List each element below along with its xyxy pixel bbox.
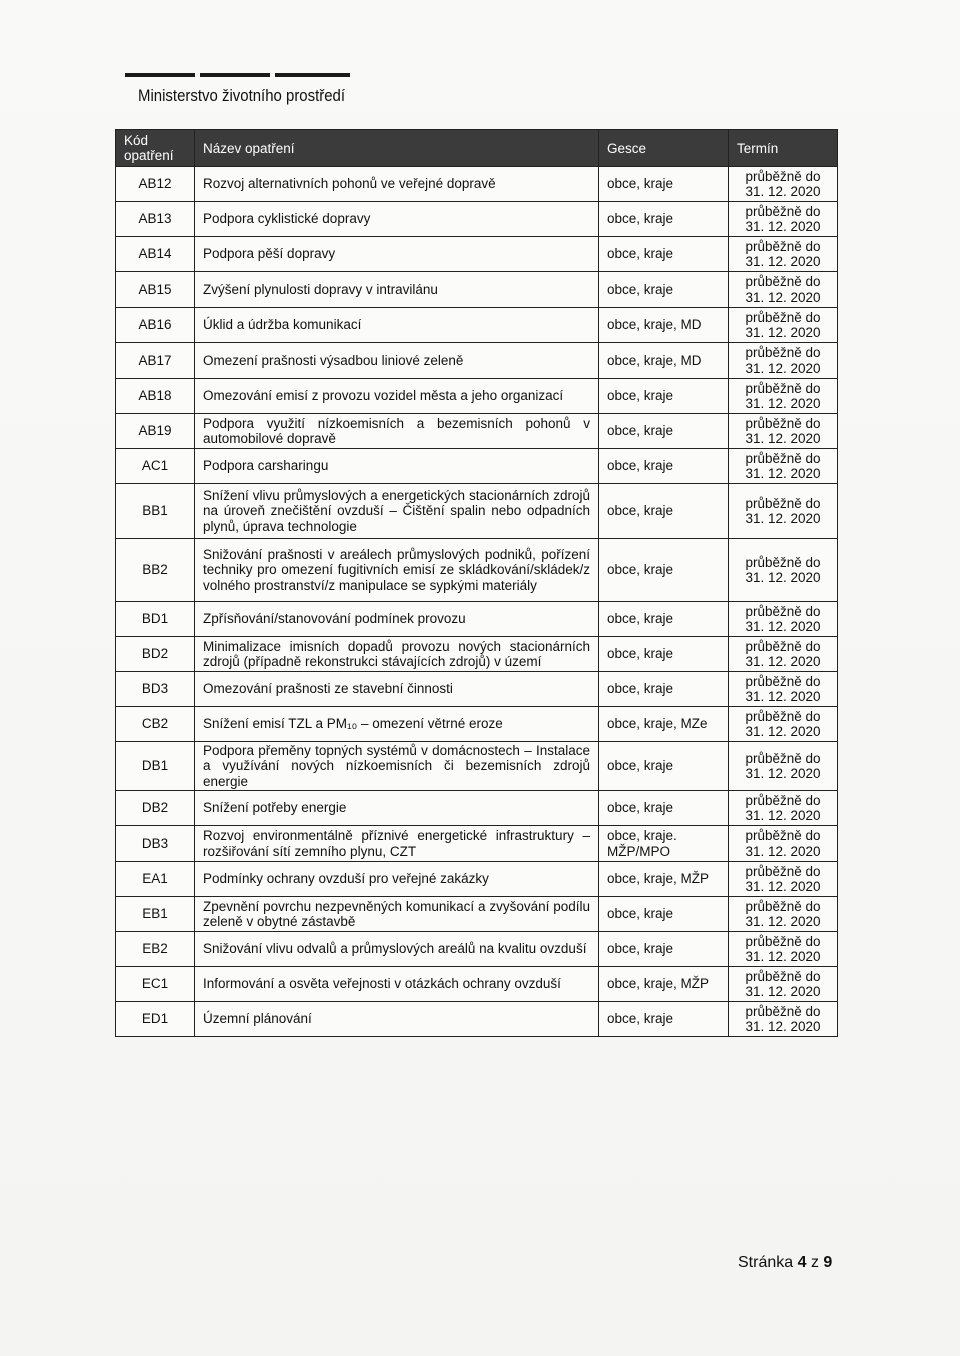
header-rule xyxy=(275,73,350,77)
measure-responsibility: obce, kraje xyxy=(599,449,729,484)
measure-responsibility: obce, kraje xyxy=(599,272,729,308)
deadline-type: průběžně do xyxy=(745,603,821,619)
measure-responsibility: obce, kraje xyxy=(599,414,729,449)
measure-code: DB3 xyxy=(116,826,195,862)
measure-code: BD1 xyxy=(116,602,195,637)
measure-responsibility: obce, kraje xyxy=(599,202,729,237)
measure-code: AB18 xyxy=(116,379,195,414)
deadline-date: 31. 12. 2020 xyxy=(745,879,821,894)
measure-name: Úklid a údržba komunikací xyxy=(195,308,599,343)
table-row xyxy=(116,707,838,742)
measure-name: Územní plánování xyxy=(195,1002,599,1037)
measure-code: BB2 xyxy=(116,539,195,602)
measure-responsibility: obce, kraje, MZe xyxy=(599,707,729,742)
measure-responsibility: obce, kraje xyxy=(599,602,729,637)
deadline-type: průběžně do xyxy=(745,274,821,290)
measure-deadline xyxy=(729,932,838,967)
measure-responsibility: obce, kraje xyxy=(599,1002,729,1037)
measure-deadline xyxy=(729,672,838,707)
measure-code: EB2 xyxy=(116,932,195,967)
measure-name: Rozvoj alternativních pohonů ve veřejné dopravě xyxy=(195,167,599,202)
table-row xyxy=(116,602,838,637)
measure-name: Zpřísňování/stanovování podmínek provozu xyxy=(195,602,599,637)
measure-responsibility: obce, kraje xyxy=(599,539,729,602)
deadline-type: průběžně do xyxy=(745,968,821,984)
table-row xyxy=(116,343,838,379)
measure-deadline xyxy=(729,449,838,484)
measure-name: Zvýšení plynulosti dopravy v intravilánu xyxy=(195,272,599,308)
measure-name: Snižování prašnosti v areálech průmyslových podniků, pořízení techniky pro omezení fugitivních emisí ze skládkování/skládek/z volného prostranství/z manipulace se sypkými materiály xyxy=(195,539,599,602)
measure-responsibility: obce, kraje, MD xyxy=(599,308,729,343)
deadline-date: 31. 12. 2020 xyxy=(745,511,821,526)
measure-deadline xyxy=(729,791,838,826)
measure-deadline xyxy=(729,707,838,742)
measures-table xyxy=(115,129,838,1037)
measure-responsibility: obce, kraje xyxy=(599,791,729,826)
measure-deadline xyxy=(729,742,838,791)
measure-deadline xyxy=(729,967,838,1002)
deadline-date: 31. 12. 2020 xyxy=(745,689,821,704)
page-number xyxy=(738,1254,832,1272)
column-header-code: Kód opatření xyxy=(116,130,195,167)
deadline-date: 31. 12. 2020 xyxy=(745,289,821,305)
page-total: 9 xyxy=(823,1254,833,1271)
deadline-type: průběžně do xyxy=(745,203,821,219)
measure-code: CB2 xyxy=(116,707,195,742)
measure-code: ED1 xyxy=(116,1002,195,1037)
measure-deadline xyxy=(729,539,838,602)
measure-responsibility: obce, kraje xyxy=(599,484,729,539)
table-row xyxy=(116,932,838,967)
deadline-date: 31. 12. 2020 xyxy=(745,1019,821,1034)
deadline-date: 31. 12. 2020 xyxy=(745,466,821,481)
measure-responsibility: obce, kraje xyxy=(599,379,729,414)
page-current: 4 xyxy=(797,1254,807,1271)
measure-code: EC1 xyxy=(116,967,195,1002)
deadline-type: průběžně do xyxy=(745,792,821,808)
measure-deadline xyxy=(729,602,838,637)
deadline-type: průběžně do xyxy=(745,495,821,511)
measure-name: Omezení prašnosti výsadbou liniové zeleně xyxy=(195,343,599,379)
table-row xyxy=(116,202,838,237)
deadline-type: průběžně do xyxy=(745,238,821,254)
deadline-type: průběžně do xyxy=(745,638,821,654)
table-row xyxy=(116,167,838,202)
measure-code: AB12 xyxy=(116,167,195,202)
table-row xyxy=(116,379,838,414)
measure-deadline xyxy=(729,862,838,897)
table-row xyxy=(116,637,838,672)
deadline-date: 31. 12. 2020 xyxy=(745,619,821,634)
header-rule xyxy=(200,73,270,77)
measure-code: AB13 xyxy=(116,202,195,237)
measure-responsibility: obce, kraje xyxy=(599,897,729,932)
table-row xyxy=(116,826,838,862)
deadline-date: 31. 12. 2020 xyxy=(745,570,821,585)
table-row xyxy=(116,897,838,932)
deadline-date: 31. 12. 2020 xyxy=(745,766,821,781)
table-row xyxy=(116,1002,838,1037)
table-row xyxy=(116,967,838,1002)
measure-name: Podpora pěší dopravy xyxy=(195,237,599,272)
measure-name: Informování a osvěta veřejnosti v otázkách ochrany ovzduší xyxy=(195,967,599,1002)
measure-code: AB19 xyxy=(116,414,195,449)
header-rule xyxy=(125,73,195,77)
measure-name: Podpora cyklistické dopravy xyxy=(195,202,599,237)
deadline-type: průběžně do xyxy=(745,554,821,570)
measure-name: Snížení potřeby energie xyxy=(195,791,599,826)
measure-name: Snižování vlivu odvalů a průmyslových areálů na kvalitu ovzduší xyxy=(195,932,599,967)
measure-responsibility: obce, kraje xyxy=(599,672,729,707)
table-row xyxy=(116,272,838,308)
deadline-date: 31. 12. 2020 xyxy=(745,431,821,446)
column-header-name: Název opatření xyxy=(195,130,599,167)
measure-code: AB14 xyxy=(116,237,195,272)
deadline-date: 31. 12. 2020 xyxy=(745,843,821,859)
deadline-date: 31. 12. 2020 xyxy=(745,219,821,234)
measure-deadline xyxy=(729,637,838,672)
page-label: Stránka xyxy=(738,1254,794,1271)
table-row xyxy=(116,862,838,897)
deadline-date: 31. 12. 2020 xyxy=(745,654,821,669)
measure-responsibility: obce, kraje xyxy=(599,167,729,202)
deadline-date: 31. 12. 2020 xyxy=(745,808,821,823)
measure-deadline xyxy=(729,343,838,379)
measure-code: AB17 xyxy=(116,343,195,379)
measure-code: AC1 xyxy=(116,449,195,484)
organization-name: Ministerstvo životního prostředí xyxy=(138,86,346,105)
measure-name: Zpevnění povrchu nezpevněných komunikací a zvyšování podílu zeleně v obytné zástavbě xyxy=(195,897,599,932)
measure-code: BB1 xyxy=(116,484,195,539)
deadline-type: průběžně do xyxy=(745,168,821,184)
page-separator: z xyxy=(810,1254,819,1271)
deadline-type: průběžně do xyxy=(745,1003,821,1019)
measure-responsibility: obce, kraje xyxy=(599,637,729,672)
deadline-type: průběžně do xyxy=(745,345,821,361)
measure-name: Podpora využití nízkoemisních a bezemisních pohonů v automobilové dopravě xyxy=(195,414,599,449)
measure-deadline xyxy=(729,237,838,272)
measure-deadline xyxy=(729,897,838,932)
measure-name: Omezování prašnosti ze stavební činnosti xyxy=(195,672,599,707)
deadline-date: 31. 12. 2020 xyxy=(745,914,821,929)
measure-responsibility: obce, kraje, MŽP xyxy=(599,967,729,1002)
measure-deadline xyxy=(729,202,838,237)
deadline-date: 31. 12. 2020 xyxy=(745,325,821,340)
deadline-type: průběžně do xyxy=(745,450,821,466)
measure-code: EB1 xyxy=(116,897,195,932)
table-row xyxy=(116,449,838,484)
measure-name: Podpora přeměny topných systémů v domácnostech – Instalace a využívání nových nízkoemisních či bezemisních zdrojů energie xyxy=(195,742,599,791)
measure-deadline xyxy=(729,308,838,343)
measure-name: Snížení emisí TZL a PM₁₀ – omezení větrné eroze xyxy=(195,707,599,742)
measure-deadline xyxy=(729,167,838,202)
measure-code: AB16 xyxy=(116,308,195,343)
measure-code: DB1 xyxy=(116,742,195,791)
table-row xyxy=(116,237,838,272)
measure-name: Omezování emisí z provozu vozidel města a jeho organizací xyxy=(195,379,599,414)
measure-responsibility: obce, kraje. MŽP/MPO xyxy=(599,826,729,862)
measure-code: BD2 xyxy=(116,637,195,672)
measure-name: Podmínky ochrany ovzduší pro veřejné zakázky xyxy=(195,862,599,897)
deadline-type: průběžně do xyxy=(745,708,821,724)
deadline-date: 31. 12. 2020 xyxy=(745,724,821,739)
measure-name: Snížení vlivu průmyslových a energetických stacionárních zdrojů na úroveň znečištění ovzduší – Čištění spalin nebo odpadních plynů, úprava technologie xyxy=(195,484,599,539)
deadline-type: průběžně do xyxy=(745,750,821,766)
measure-responsibility: obce, kraje xyxy=(599,932,729,967)
measure-deadline xyxy=(729,414,838,449)
measure-code: EA1 xyxy=(116,862,195,897)
column-header-term: Termín xyxy=(729,130,838,167)
deadline-type: průběžně do xyxy=(745,380,821,396)
table-row xyxy=(116,791,838,826)
deadline-type: průběžně do xyxy=(745,309,821,325)
measure-responsibility: obce, kraje, MŽP xyxy=(599,862,729,897)
table-row xyxy=(116,484,838,539)
measure-code: AB15 xyxy=(116,272,195,308)
measure-responsibility: obce, kraje, MD xyxy=(599,343,729,379)
table-header-row xyxy=(116,130,838,167)
column-header-gesce: Gesce xyxy=(599,130,729,167)
table-row xyxy=(116,742,838,791)
table-row xyxy=(116,308,838,343)
measure-name: Rozvoj environmentálně příznivé energetické infrastruktury – rozšiřování sítí zemního plynu, CZT xyxy=(195,826,599,862)
measure-deadline xyxy=(729,484,838,539)
measure-deadline xyxy=(729,272,838,308)
deadline-type: průběžně do xyxy=(745,415,821,431)
deadline-date: 31. 12. 2020 xyxy=(745,184,821,199)
table-row xyxy=(116,539,838,602)
measure-code: BD3 xyxy=(116,672,195,707)
deadline-type: průběžně do xyxy=(745,898,821,914)
deadline-type: průběžně do xyxy=(745,828,821,844)
table-row xyxy=(116,414,838,449)
measure-code: DB2 xyxy=(116,791,195,826)
measure-deadline xyxy=(729,379,838,414)
deadline-type: průběžně do xyxy=(745,933,821,949)
deadline-date: 31. 12. 2020 xyxy=(745,396,821,411)
measure-deadline xyxy=(729,826,838,862)
deadline-date: 31. 12. 2020 xyxy=(745,984,821,999)
measure-name: Podpora carsharingu xyxy=(195,449,599,484)
measure-responsibility: obce, kraje xyxy=(599,237,729,272)
deadline-type: průběžně do xyxy=(745,673,821,689)
measure-deadline xyxy=(729,1002,838,1037)
deadline-date: 31. 12. 2020 xyxy=(745,949,821,964)
measure-name: Minimalizace imisních dopadů provozu nových stacionárních zdrojů (případně rekonstrukci stávajících zdrojů) v území xyxy=(195,637,599,672)
measure-responsibility: obce, kraje xyxy=(599,742,729,791)
deadline-date: 31. 12. 2020 xyxy=(745,254,821,269)
table-row xyxy=(116,672,838,707)
deadline-type: průběžně do xyxy=(745,863,821,879)
deadline-date: 31. 12. 2020 xyxy=(745,360,821,376)
